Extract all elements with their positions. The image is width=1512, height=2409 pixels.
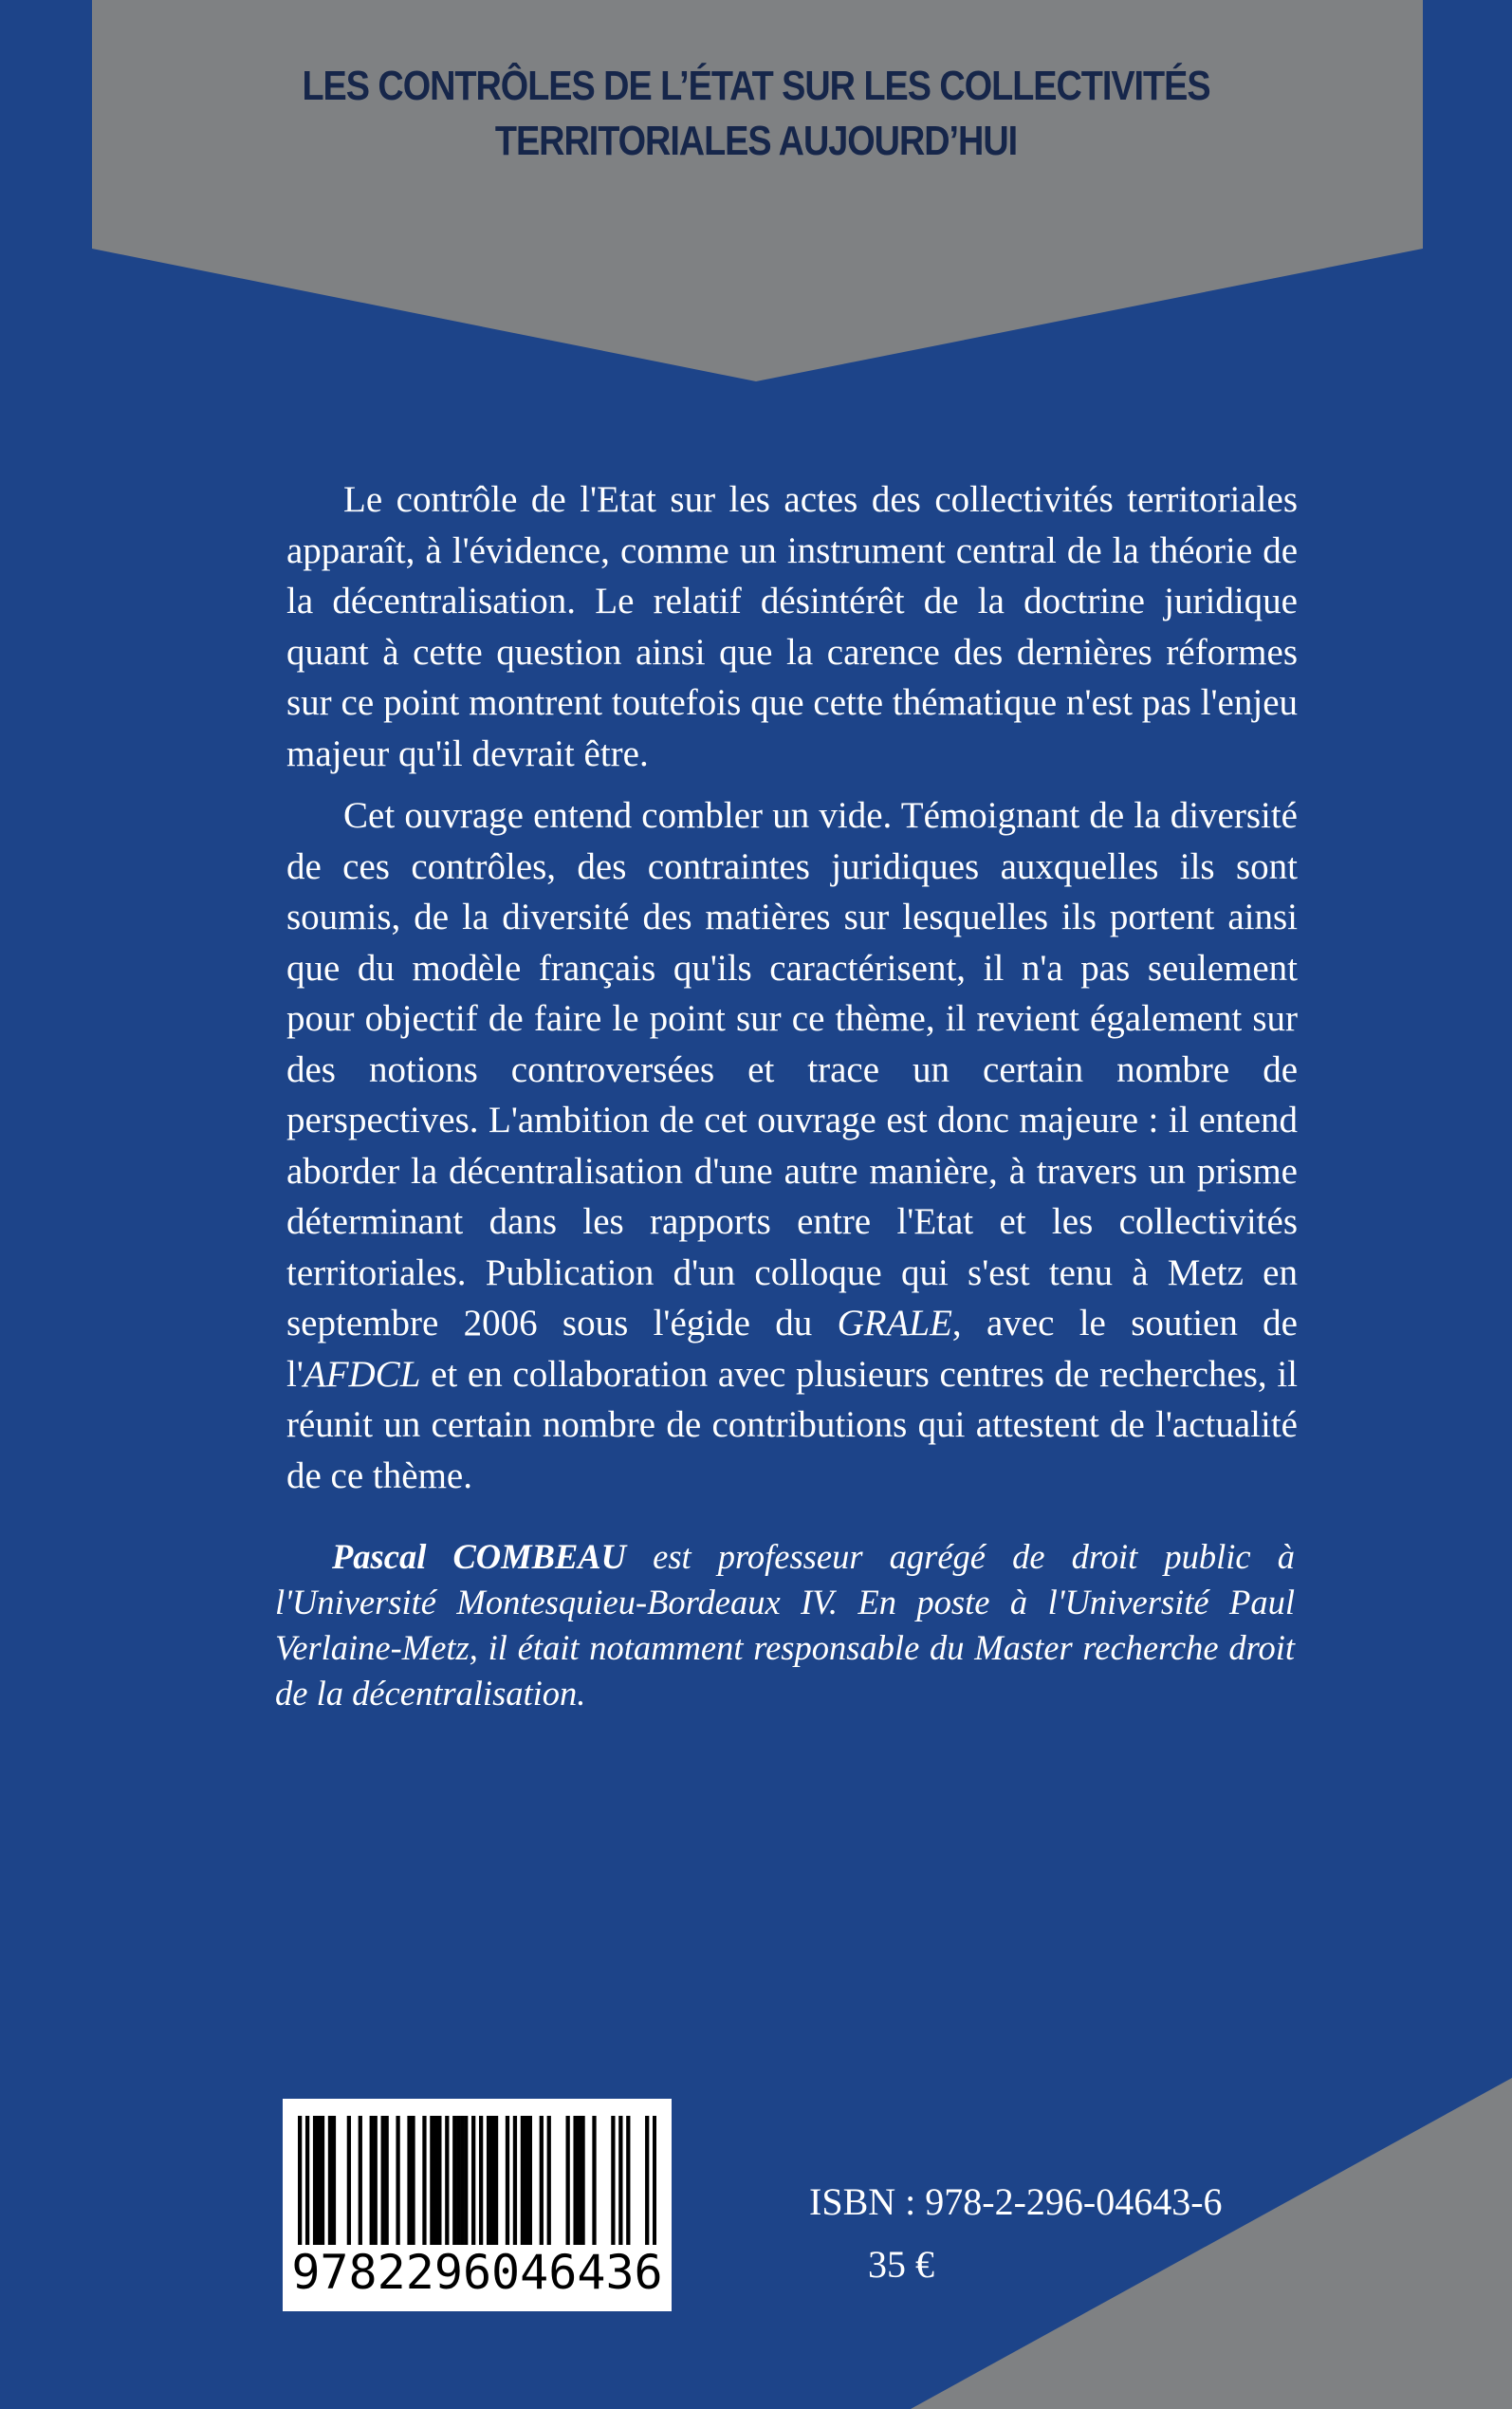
barcode-bar	[347, 2116, 351, 2245]
barcode-bar	[385, 2116, 389, 2245]
barcode-bar	[411, 2116, 415, 2245]
barcode-bar	[313, 2116, 317, 2245]
afdcl-acronym: AFDCL	[303, 1353, 421, 1395]
barcode-bar	[513, 2116, 517, 2245]
barcode-bar	[626, 2116, 630, 2245]
barcode-bar	[305, 2116, 309, 2245]
barcode-bars	[298, 2116, 656, 2245]
barcode-bar	[298, 2116, 302, 2245]
author-bio	[275, 1534, 1295, 1716]
barcode-bar	[547, 2116, 551, 2245]
barcode-bar	[653, 2116, 656, 2245]
barcode-bar	[460, 2116, 464, 2245]
barcode-bar	[581, 2116, 584, 2245]
barcode-bar	[611, 2116, 615, 2245]
blurb-paragraph-2	[286, 790, 1298, 1501]
barcode-bar	[506, 2116, 509, 2245]
barcode-bar	[525, 2116, 528, 2245]
barcode-bar	[487, 2116, 490, 2245]
barcode-bar	[645, 2116, 649, 2245]
book-title	[106, 59, 1407, 169]
barcode	[283, 2099, 672, 2311]
author-name: Pascal COMBEAU	[332, 1537, 627, 1576]
barcode-bar	[328, 2116, 332, 2245]
barcode-bar	[540, 2116, 544, 2245]
barcode-bar	[407, 2116, 411, 2245]
barcode-digits: 9782296046436	[291, 2245, 663, 2300]
barcode-bar	[445, 2116, 449, 2245]
barcode-bar	[479, 2116, 483, 2245]
isbn: ISBN : 978-2-296-04643-6	[809, 2180, 1223, 2223]
barcode-bar	[370, 2116, 374, 2245]
barcode-bar	[456, 2116, 460, 2245]
author-description: est professeur agrégé de droit public à l'Université Montesquieu-Bordeaux IV. En poste à l'Université Paul Verlaine-Metz, il était notamment responsable du Master recherche droit de la décentralisation.	[275, 1537, 1295, 1713]
barcode-bar	[452, 2116, 456, 2245]
top-chevron	[92, 0, 1423, 381]
barcode-bar	[433, 2116, 437, 2245]
barcode-bar	[577, 2116, 581, 2245]
barcode-bar	[566, 2116, 570, 2245]
blurb-p2-end: et en collaboration avec plusieurs centres de recherches, il réunit un certain nombre de contributions qui attestent de l'actualité de ce thème.	[286, 1353, 1298, 1496]
blurb	[286, 474, 1298, 1501]
barcode-bar	[359, 2116, 362, 2245]
barcode-bar	[430, 2116, 433, 2245]
barcode-bar	[317, 2116, 321, 2245]
title-line-2: TERRITORIALES AUJOURD’HUI	[494, 118, 1018, 164]
barcode-bar	[374, 2116, 378, 2245]
barcode-bar	[618, 2116, 622, 2245]
barcode-bar	[528, 2116, 532, 2245]
barcode-bar	[321, 2116, 324, 2245]
bottom-right-corner	[911, 2078, 1512, 2409]
blurb-p2-mid: , avec le soutien de l'	[286, 1303, 1298, 1395]
barcode-bar	[471, 2116, 475, 2245]
price: 35 €	[868, 2243, 934, 2286]
blurb-paragraph-1: Le contrôle de l'Etat sur les actes des collectivités territoriales apparaît, à l'évidence, comme un instrument central de la théorie de la décentralisation. Le relatif désintérêt de la doctrine juridique quant à cette question ainsi que la carence des dernières réformes sur ce point montrent toutefois que cette thématique n'est pas l'enjeu majeur qu'il devrait être.	[286, 479, 1298, 774]
barcode-bar	[381, 2116, 385, 2245]
barcode-bar	[490, 2116, 494, 2245]
barcode-bar	[332, 2116, 336, 2245]
barcode-bar	[422, 2116, 426, 2245]
barcode-bar	[396, 2116, 399, 2245]
barcode-bar	[494, 2116, 498, 2245]
barcode-bar	[437, 2116, 441, 2245]
barcode-bar	[573, 2116, 577, 2245]
barcode-bar	[521, 2116, 525, 2245]
barcode-bar	[464, 2116, 468, 2245]
grale-acronym: GRALE	[837, 1303, 952, 1343]
barcode-bar	[592, 2116, 596, 2245]
blurb-p2-start: Cet ouvrage entend combler un vide. Témoignant de la diversité de ces contrôles, des contraintes juridiques auxquelles ils sont soumis, de la diversité des matières sur lesquelles ils portent ainsi que du modèle français qu'ils caractérisent, il n'a pas seulement pour objectif de faire le point sur ce thème, il revient également sur des notions controversées et trace un certain nombre de perspectives. L'ambition de cet ouvrage est donc majeure : il entend aborder la décentralisation d'une autre manière, à travers un prisme déterminant dans les rapports entre l'Etat et les collectivités territoriales. Publication d'un colloque qui s'est tenu à Metz en septembre 2006 sous l'égide du	[286, 795, 1298, 1343]
title-line-1: LES CONTRÔLES DE L’ÉTAT SUR LES COLLECTIVITÉS	[302, 63, 1210, 109]
